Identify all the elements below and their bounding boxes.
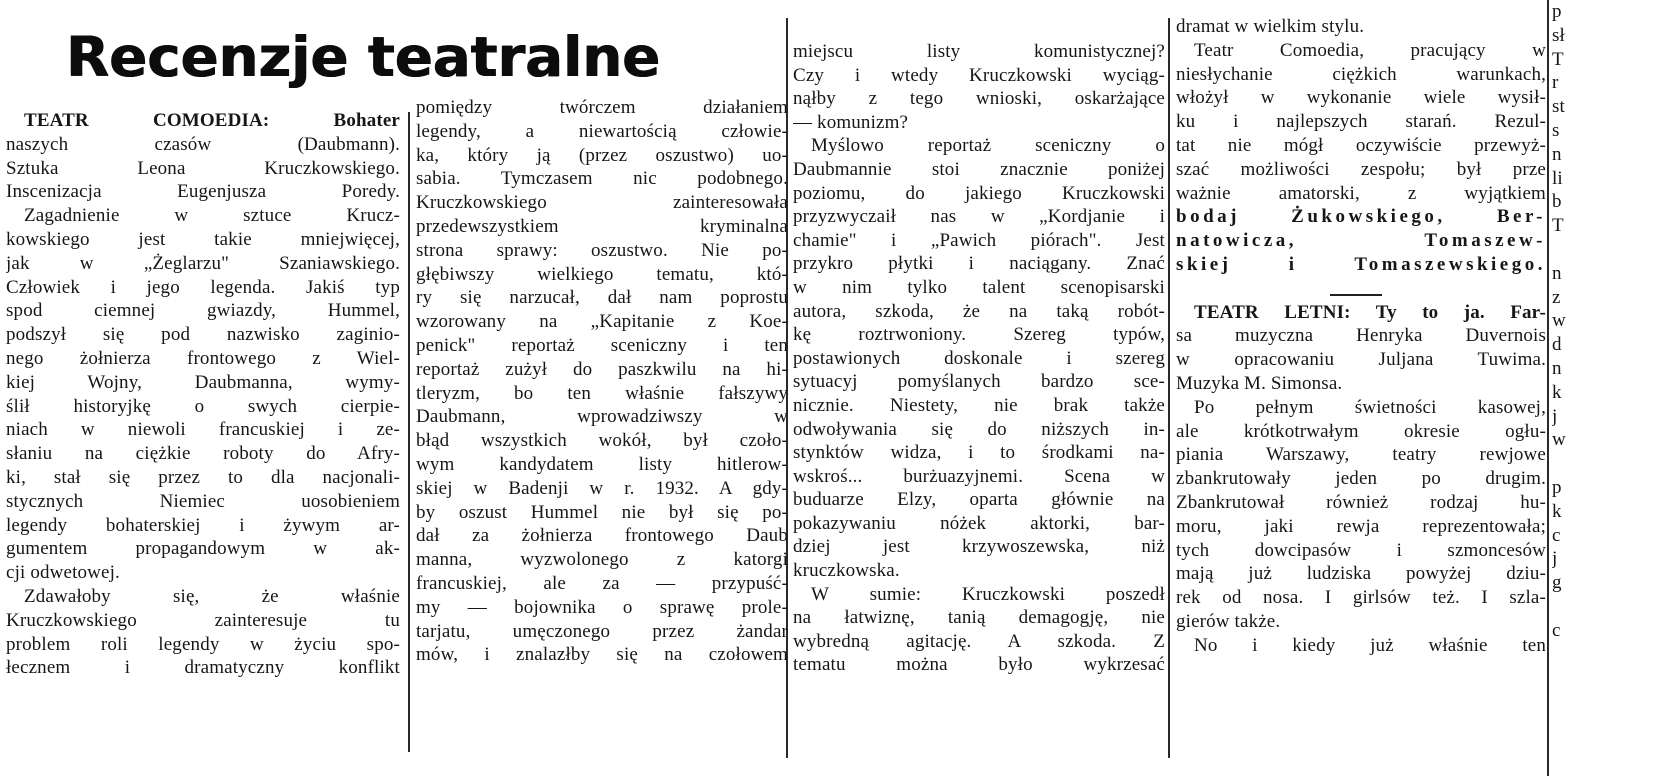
text-line: stynktów widza, i to środkami na-: [793, 442, 1165, 464]
text-line: tleryzm, bo ten właśnie fałszywy: [416, 382, 788, 404]
text-line: manna, wyzwolonego z katorgi: [416, 549, 788, 571]
text-line: Kruczkowskiego zainteresuje tu: [6, 609, 400, 631]
article-column-4: [1176, 15, 1546, 705]
text-line: n: [1552, 357, 1562, 379]
text-line: tat nie mógł oczywiście przewyż-: [1176, 134, 1546, 156]
text-line: Zagadnienie w sztuce Krucz-: [24, 205, 400, 227]
text-line: piania Warszawy, teatry rewjowe: [1176, 444, 1546, 466]
text-line: spod ciemnej gwiazdy, Hummel,: [6, 300, 400, 322]
text-line: Daubmann, wprowadziwszy w: [416, 406, 788, 428]
text-line: sł: [1552, 24, 1565, 46]
text-line: wskroś... burżuazyjnemi. Scena w: [793, 465, 1165, 487]
text-line: nicznie. Niestety, nie brak także: [793, 394, 1165, 416]
text-line: odwoływania się do niższych in-: [793, 418, 1165, 440]
text-line: w: [1552, 429, 1566, 451]
text-line: przykro płytki i naciągany. Znać: [793, 253, 1165, 275]
text-line: w nim tylko talent scenopisarski: [793, 276, 1165, 298]
text-line: ku i najlepszych starań. Rezul-: [1176, 111, 1546, 133]
article-column-2: [416, 96, 788, 776]
text-line: nego żołnierza frontowego z Wiel-: [6, 347, 400, 369]
text-line: kiej Wojny, Daubmanna, wymy-: [6, 371, 400, 393]
text-line: gierów także.: [1176, 610, 1281, 632]
text-line: p: [1552, 1, 1562, 22]
text-line: wym kandydatem listy hitlerow-: [416, 453, 788, 475]
text-line: dziej jest krzywoszewska, niż: [793, 536, 1165, 558]
text-line: T: [1552, 215, 1564, 237]
text-line: mów, i znalazłby się na czołowem: [416, 644, 788, 666]
text-line: szać możliwości zespołu; był prze: [1176, 158, 1546, 180]
text-line: postawionych doskonale i szereg: [793, 347, 1165, 369]
text-line: nąłby z tego wnioski, oskarżające: [793, 88, 1165, 110]
text-line: sa muzyczna Henryka Duvernois: [1176, 325, 1546, 347]
text-line: rek od nosa. I girlsów też. I szla-: [1176, 587, 1546, 609]
text-line: buduarze Elzy, oparta głównie na: [793, 489, 1165, 511]
text-line: przyzwyczaił nas w „Kordjanie i: [793, 206, 1165, 228]
article-column-1: [6, 109, 400, 759]
text-line: ważnie amatorski, z wyjątkiem: [1176, 182, 1546, 204]
text-line: ki, stał się przez to dla nacjonali-: [6, 466, 400, 488]
text-line: słaniu na ciężkie roboty do Afry-: [6, 443, 400, 465]
text-line: zbankrutowały jeden po drugim.: [1176, 468, 1546, 490]
text-line: TEATR COMOEDIA: Bohater: [24, 110, 400, 131]
text-line: tych dowcipasów i szmoncesów: [1176, 539, 1546, 561]
text-line: b: [1552, 191, 1562, 213]
text-line: tematu można było wykrzesać: [793, 654, 1165, 676]
text-line: k: [1552, 500, 1562, 522]
text-line: strona sprawy: oszustwo. Nie po-: [416, 239, 788, 261]
text-line: miejscu listy komunistycznej?: [793, 41, 1165, 62]
text-line: wybredną agitację. A szkoda. Z: [793, 630, 1165, 652]
text-line: d: [1552, 334, 1562, 356]
text-line: penick" reportaż sceniczny i ten: [416, 334, 788, 356]
text-line: Człowiek i jego legenda. Jakiś typ: [6, 276, 400, 298]
text-line: skiej w Badenji w r. 1932. A gdy-: [416, 477, 788, 499]
text-line: kowskiego jest takie mniejwięcej,: [6, 228, 400, 250]
text-line: problem roli legendy w życiu spo-: [6, 633, 400, 655]
text-line: Myślowo reportaż sceniczny o: [811, 135, 1165, 157]
text-line: Zdawałoby się, że właśnie: [24, 585, 400, 607]
text-line: r: [1552, 72, 1559, 94]
text-line: g: [1552, 572, 1562, 594]
text-line: cji odwetowej.: [6, 562, 120, 584]
text-line: włożył w wykonanie wiele wysił-: [1176, 87, 1546, 109]
text-line: z: [1552, 286, 1561, 308]
text-line: błąd wszystkich wokół, był czoło-: [416, 430, 788, 452]
text-line: przedewszystkiem kryminalna: [416, 215, 788, 237]
text-line: Kruczkowskiego zainteresowała: [416, 192, 788, 214]
text-line: Daubmannie stoi znacznie poniżej: [793, 158, 1165, 180]
text-line: skiej i Tomaszewskiego.: [1176, 253, 1546, 275]
text-line: w: [1552, 310, 1566, 332]
text-line: legendy bohaterskiej i żywym ar-: [6, 514, 400, 536]
text-line: Teatr Comoedia, pracujący w: [1194, 39, 1546, 61]
text-line: st: [1552, 96, 1565, 118]
text-line: sytuacyj pomyślanych bardzo sce-: [793, 371, 1165, 393]
article-column-3: [793, 40, 1165, 740]
text-line: chamie" i „Pawich piórach". Jest: [793, 229, 1165, 251]
text-line: TEATR LETNI: Ty to ja. Far-: [1194, 301, 1546, 323]
text-line: Zbankrutował również rodzaj hu-: [1176, 491, 1546, 513]
text-line: by oszust Hummel nie był się po-: [416, 501, 788, 523]
text-line: stycznych Niemiec uosobieniem: [6, 490, 400, 512]
text-line: niesłychanie ciężkich warunkach,: [1176, 63, 1546, 85]
text-line: pomiędzy twórczem działaniem: [416, 97, 788, 118]
text-line: my — bojownika o sprawę prole-: [416, 596, 788, 618]
text-line: li: [1552, 167, 1563, 189]
text-line: [1176, 277, 1546, 301]
text-line: dramat w wielkim stylu.: [1176, 16, 1365, 37]
text-line: mają już ludziska powyżej dziu-: [1176, 563, 1546, 585]
text-line: autora, szkoda, że na taką robót-: [793, 300, 1165, 322]
text-line: w opracowaniu Juljana Tuwima.: [1176, 349, 1546, 371]
column-rule: [1547, 0, 1549, 776]
text-line: n: [1552, 262, 1562, 284]
text-line: n: [1552, 143, 1562, 165]
text-line: ka, który ją (przez oszustwo) uo-: [416, 144, 788, 166]
text-line: bodaj Żukowskiego, Ber-: [1176, 206, 1546, 228]
text-line: j: [1552, 548, 1558, 570]
text-line: c: [1552, 524, 1561, 546]
text-line: tarjatu, umęczonego przez żandar: [416, 620, 788, 642]
column-rule: [1168, 18, 1170, 758]
text-line: s: [1552, 119, 1560, 141]
text-line: francuskiej, ale za — przypuść-: [416, 572, 788, 594]
text-line: Muzyka M. Simonsa.: [1176, 372, 1343, 394]
text-line: W sumie: Kruczkowski poszedł: [811, 583, 1165, 605]
text-line: jak w „Żeglarzu" Szaniawskiego.: [6, 252, 400, 274]
text-line: [1552, 238, 1669, 262]
text-line: ślił historyjkę o swych cierpie-: [6, 395, 400, 417]
text-line: Po pełnym świetności kasowej,: [1194, 396, 1546, 418]
text-line: T: [1552, 48, 1564, 70]
text-line: natowicza, Tomaszew-: [1176, 230, 1546, 252]
text-line: sabia. Tymczasem nic podobnego.: [416, 168, 788, 190]
text-line: moru, jaki rewja reprezentowała;: [1176, 515, 1546, 537]
text-line: kruczkowska.: [793, 560, 900, 582]
text-line: podszył się pod nazwisko zaginio-: [6, 324, 400, 346]
adjacent-article-column: [1552, 0, 1669, 776]
page-title: Recenzje teatralne: [66, 25, 661, 89]
text-line: pokazywaniu nóżek aktorki, bar-: [793, 512, 1165, 534]
text-line: k: [1552, 381, 1562, 403]
text-line: legendy, a niewartością człowie-: [416, 120, 788, 142]
text-line: [1552, 452, 1669, 476]
text-line: No i kiedy już właśnie ten: [1194, 634, 1546, 656]
text-line: — komunizm?: [793, 111, 909, 133]
text-line: dał za żołnierza frontowego Daub: [416, 525, 788, 547]
text-line: c: [1552, 619, 1561, 641]
text-line: Sztuka Leona Kruczkowskiego.: [6, 157, 400, 179]
text-line: poziomu, do jakiego Kruczkowski: [793, 182, 1165, 204]
text-line: Czy i wtedy Kruczkowski wyciąg-: [793, 64, 1165, 86]
text-line: naszych czasów (Daubmann).: [6, 133, 400, 155]
text-line: gumentem propagandowym w ak-: [6, 538, 400, 560]
text-line: [1552, 595, 1669, 619]
text-line: głębiwszy wielkiego tematu, któ-: [416, 263, 788, 285]
text-line: p: [1552, 476, 1562, 498]
text-line: ry się narzucał, dał nam poprostu: [416, 287, 788, 309]
text-line: kę roztrwoniony. Szereg typów,: [793, 324, 1165, 346]
text-line: reportaż zużył do paszkwilu na hi-: [416, 358, 788, 380]
text-line: Inscenizacja Eugenjusza Poredy.: [6, 181, 400, 203]
text-line: łecznem i dramatyczny konflikt: [6, 657, 400, 679]
text-line: wzorowany na „Kapitanie z Koe-: [416, 311, 788, 333]
text-line: na łatwiznę, tanią demagogję, nie: [793, 607, 1165, 629]
text-line: niach w niewoli francuskiej i ze-: [6, 419, 400, 441]
column-rule: [408, 112, 410, 752]
text-line: j: [1552, 405, 1558, 427]
text-line: ale krótkotrwałym okresie ogłu-: [1176, 420, 1546, 442]
